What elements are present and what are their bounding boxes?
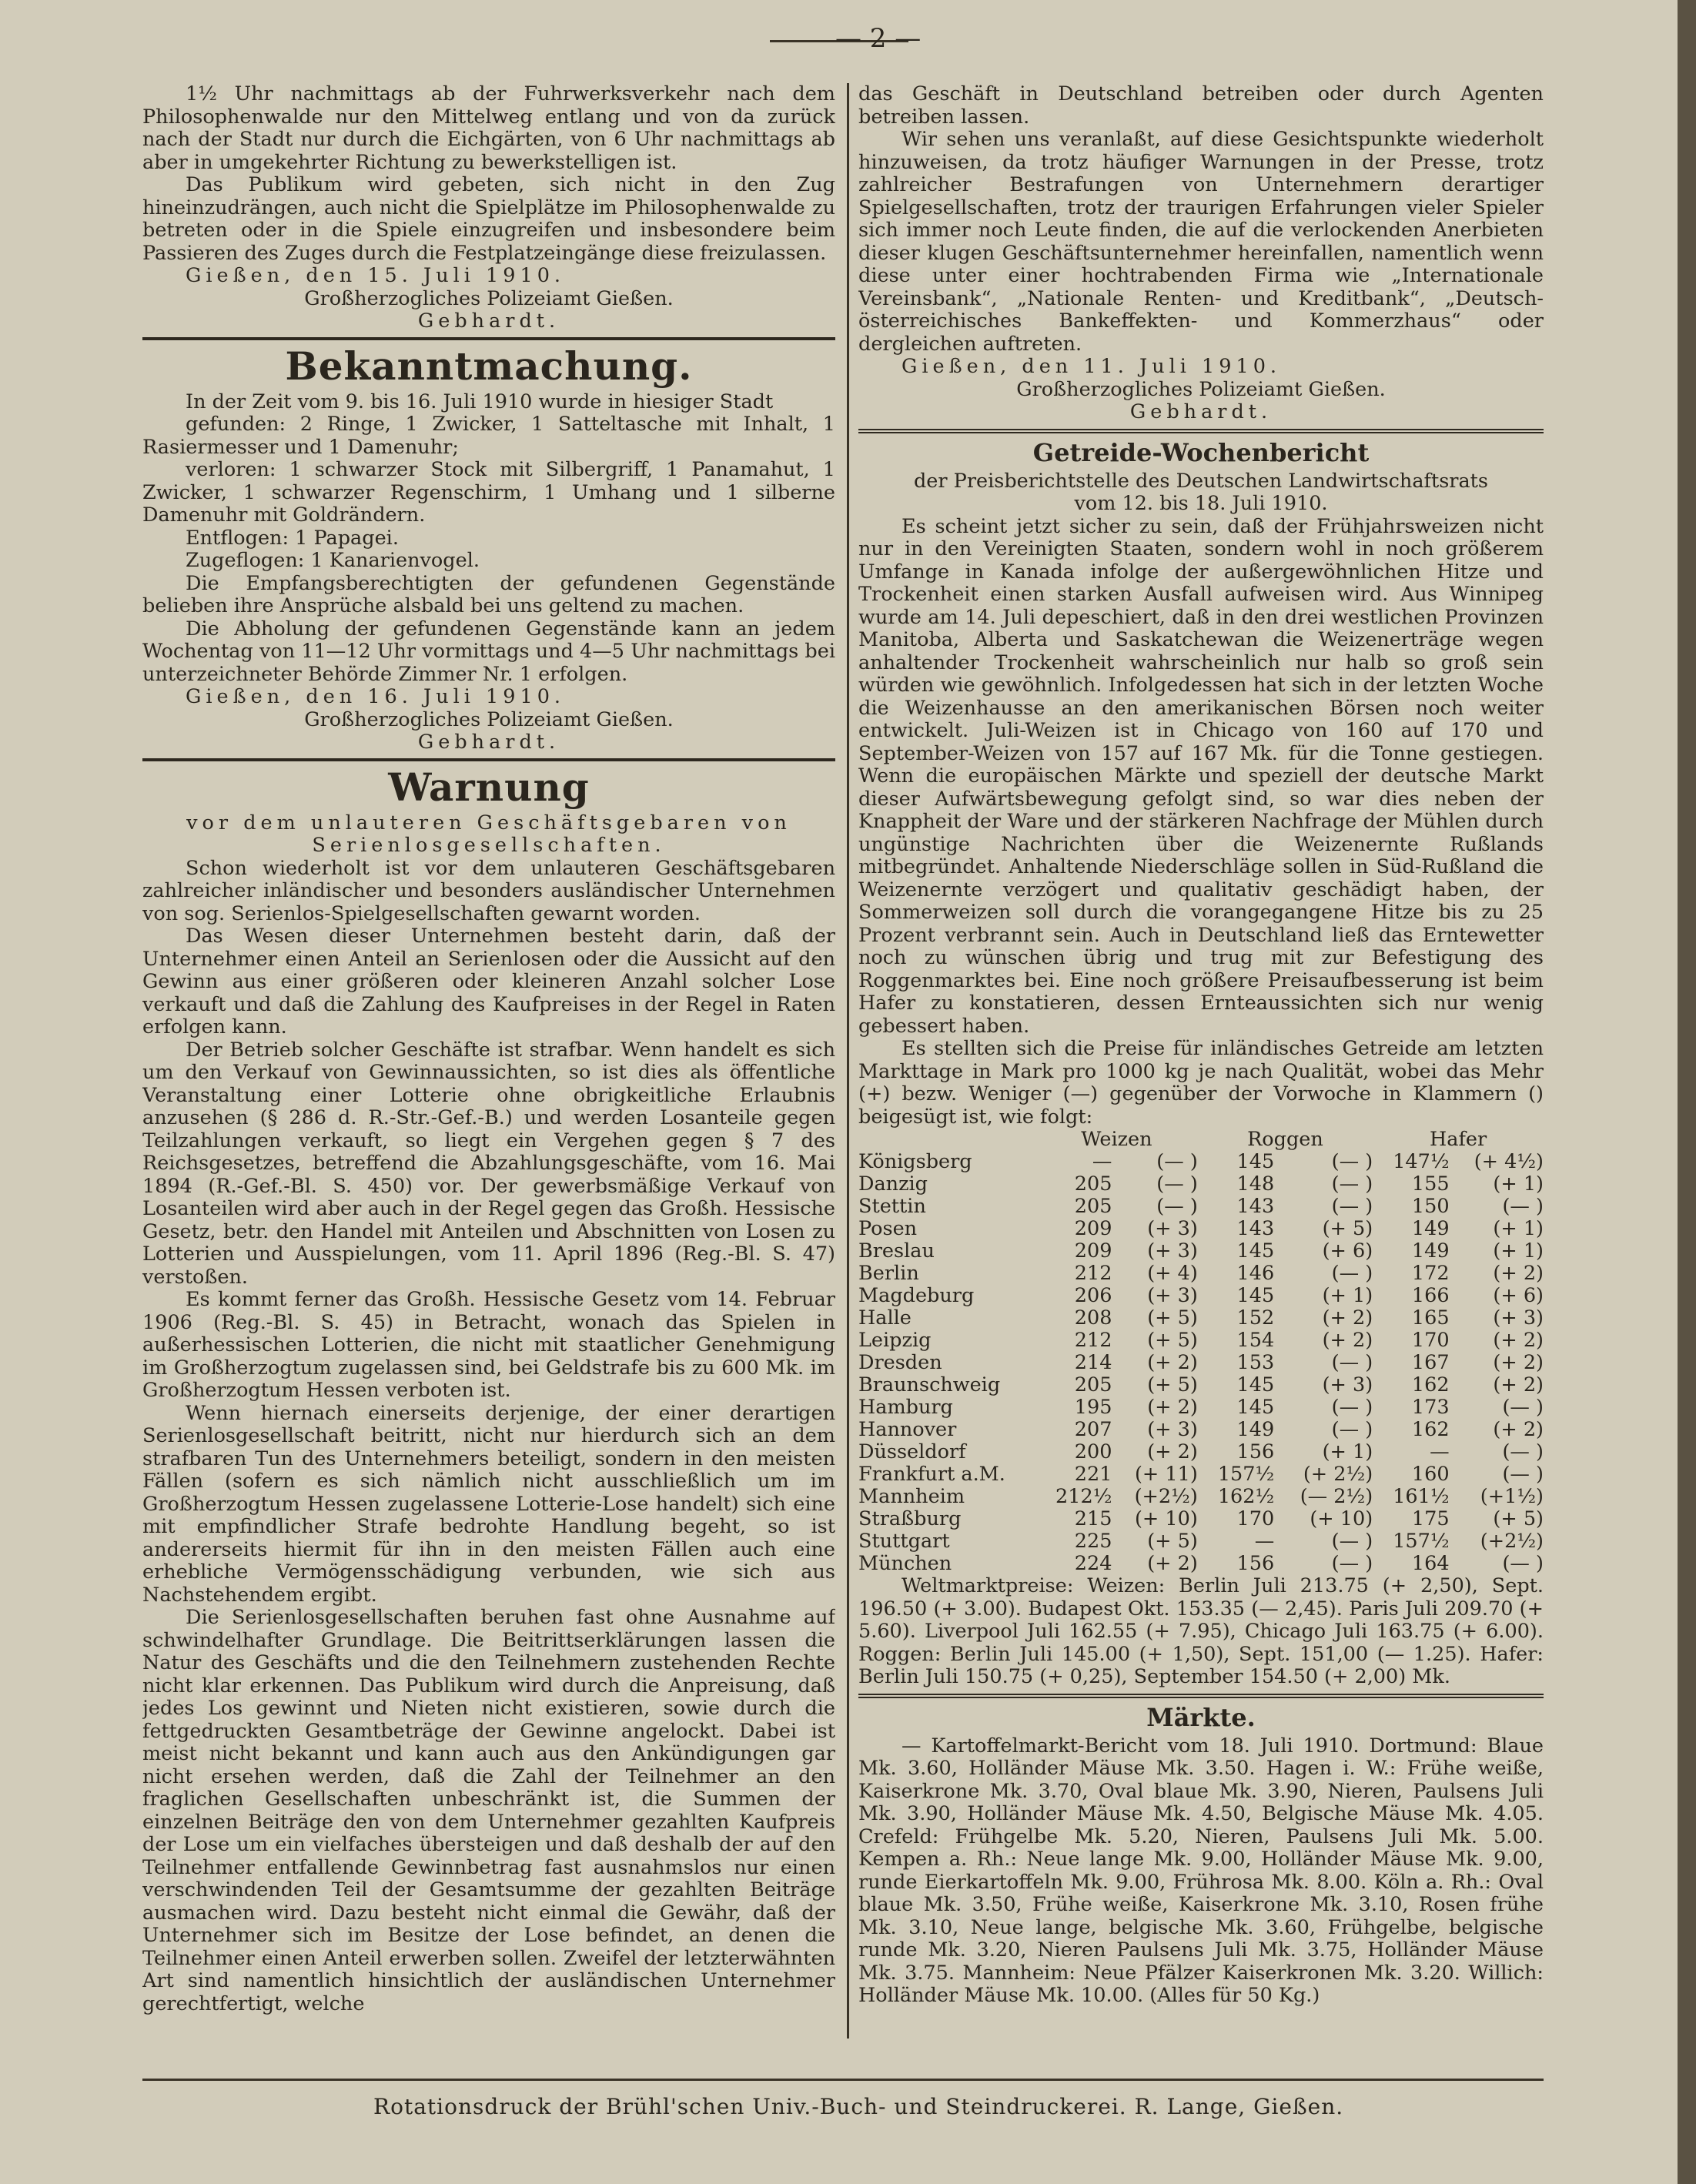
cell-city: Breslau: [858, 1239, 935, 1263]
cell-roggen: 152: [1236, 1306, 1275, 1329]
cell-weizen-change: (+ 2): [1147, 1351, 1198, 1374]
cell-weizen: 209: [1074, 1217, 1112, 1240]
continuation-paragraph-1: das Geschäft in Deutschland betreiben oder durch Agenten betreiben lassen.: [858, 83, 1544, 129]
cell-hafer: 147½: [1393, 1150, 1450, 1173]
notice-line-1: In der Zeit vom 9. bis 16. Juli 1910 wurde in hiesiger Stadt: [186, 390, 774, 413]
warning-paragraph-4: Es kommt ferner das Großh. Hessische Gesetz vom 14. Februar 1906 (Reg.-Bl. S. 45) in Betracht, wonach das Spielen in außerhessischen Lotterien, die nicht mit staatlicher Genehmigung im Großherzogtum zugelassen sind, bei Geldstrafe bis zu 600 Mk. im Großherzogtum Hessen verboten ist.: [142, 1288, 835, 1402]
cell-roggen: 170: [1236, 1507, 1275, 1530]
cell-hafer-change: (+ 1): [1493, 1217, 1544, 1240]
table-header-roggen: Roggen: [1247, 1128, 1323, 1151]
table-header-row: [858, 1129, 1544, 1151]
footer-rule: [142, 2079, 1544, 2081]
cell-weizen: 205: [1074, 1172, 1112, 1196]
cell-hafer: 157½: [1393, 1530, 1450, 1553]
table-row: [858, 1553, 1544, 1575]
cell-roggen-change: (+ 1): [1322, 1284, 1373, 1307]
cell-hafer: 155: [1411, 1172, 1450, 1196]
warning-subtitle: vor dem unlauteren Geschäftsgebaren von Serienlosgesellschaften.: [186, 811, 791, 857]
cell-hafer-change: (+ 2): [1493, 1329, 1544, 1352]
cell-weizen: 214: [1074, 1351, 1112, 1374]
grain-report-subtitle-2: vom 12. bis 18. Juli 1910.: [1074, 492, 1328, 515]
cell-weizen-change: (+ 2): [1147, 1396, 1198, 1419]
notice-line-7: Die Abholung der gefundenen Gegenstände kann an jedem Wochentag von 11—12 Uhr vormittags und 4—5 Uhr nachmittags bei unterzeichneter Behörde Zimmer Nr. 1 erfolgen.: [142, 617, 835, 686]
column-divider: [847, 83, 849, 2039]
warning-paragraph-5: Wenn hiernach einerseits derjenige, der einer derartigen Serienlosgesellschaft beitritt, nicht nur hierdurch sich an dem strafbaren Tun des Unternehmers beteiligt, sondern in den meisten Fällen (sofern es sich nämlich nicht ausschließlich um im Großherzogtum Hessen zugelassene Lotterie-Lose handelt) sich eine mit empfindlicher Strafe bedrohte Handlung begeht, so ist andererseits hiermit für ihn in den meisten Fällen auch eine erhebliche Vermögensschädigung verbunden, wie sich aus Nachstehendem ergibt.: [142, 1401, 835, 1607]
cell-roggen-change: (+ 6): [1322, 1239, 1373, 1263]
cell-weizen-change: (— ): [1156, 1172, 1198, 1196]
cell-hafer: 150: [1411, 1195, 1450, 1218]
cell-hafer-change: (+ 1): [1493, 1172, 1544, 1196]
cell-weizen-change: (+ 2): [1147, 1440, 1198, 1463]
cell-weizen: 209: [1074, 1239, 1112, 1263]
table-row: [858, 1396, 1544, 1419]
cell-hafer-change: (— ): [1502, 1552, 1544, 1575]
cell-weizen: 205: [1074, 1195, 1112, 1218]
grain-price-table: [858, 1129, 1544, 1575]
cell-roggen: 143: [1236, 1195, 1275, 1218]
cell-hafer-change: (+ 2): [1493, 1262, 1544, 1285]
cell-hafer-change: (+ 3): [1493, 1306, 1544, 1329]
cell-roggen-change: (— ): [1331, 1262, 1373, 1285]
cell-roggen: 156: [1236, 1552, 1275, 1575]
table-header-city: [858, 1129, 1035, 1151]
table-row: [858, 1486, 1544, 1508]
cell-weizen-change: (+ 3): [1147, 1217, 1198, 1240]
table-row: [858, 1151, 1544, 1173]
cell-roggen: 156: [1236, 1440, 1275, 1463]
cell-roggen-change: (+ 3): [1322, 1373, 1373, 1396]
printer-imprint: Rotationsdruck der Brühl'schen Univ.-Buch- und Steindruckerei. R. Lange, Gießen.: [373, 2094, 1344, 2119]
cell-hafer-change: (+ 2): [1493, 1351, 1544, 1374]
cell-hafer: 149: [1411, 1239, 1450, 1263]
cell-roggen-change: (+ 5): [1322, 1217, 1373, 1240]
cell-city: Halle: [858, 1306, 912, 1329]
page-number: — 2 —: [835, 23, 922, 54]
cell-city: Königsberg: [858, 1150, 972, 1173]
cell-hafer-change: (— ): [1502, 1396, 1544, 1419]
warning-paragraph-6: Die Serienlosgesellschaften beruhen fast ohne Ausnahme auf schwindelhafter Grundlage. Die Beitrittserklärungen lassen die Natur des Geschäfts und die den Teilnehmern zustehenden Rechte nicht klar erkennen. Das Publikum wird durch die Anpreisung, daß jedes Los gewinnt und Nieten nicht existieren, sowie durch die fettgedruckten Gesamtbeträge der Gewinne angelockt. Dabei ist meist nicht bekannt und kann auch aus den Ankündigungen gar nicht ersehen werden, daß die Zahl der Teilnehmer an den fraglichen Gesellschaften unbeschränkt ist, die Summen der einzelnen Beiträge den von dem Unternehmer gezahlten Kaufpreis der Lose um ein vielfaches übersteigen und daß deshalb der auf den Teilnehmer entfallende Gewinnbetrag fast ausnahmslos nur einen verschwindenden Teil der Gesamtsumme der gezahlten Beiträge ausmachen wird. Dazu besteht nicht einmal die Gewähr, daß der Unternehmer sich im Besitze der Lose befindet, an denen die Teilnehmer einen Anteil erwerben sollen. Zweifel der letzterwähnten Art sind namentlich hinsichtlich der ausländischen Unternehmer gerechtfertigt, welche: [142, 1606, 835, 2015]
cell-hafer: 172: [1411, 1262, 1450, 1285]
cell-roggen: 148: [1236, 1172, 1275, 1196]
table-row: [858, 1263, 1544, 1285]
right-column: [858, 83, 1544, 2039]
table-row: [858, 1463, 1544, 1486]
cell-weizen: 212: [1074, 1262, 1112, 1285]
cell-roggen: 143: [1236, 1217, 1275, 1240]
notice-line-5: Zugeflogen: 1 Kanarienvogel.: [186, 549, 480, 572]
cell-roggen: 145: [1236, 1373, 1275, 1396]
cell-city: Düsseldorf: [858, 1440, 966, 1463]
grain-paragraph-2: Es stellten sich die Preise für inländisches Getreide am letzten Markttage in Mark pro 1000 kg je nach Qualität, wobei das Mehr (+) bezw. Weniger (—) gegenüber der Vorwoche in Klammern () beigesügt ist, wie folgt:: [858, 1037, 1544, 1129]
cell-roggen: 149: [1236, 1418, 1275, 1441]
cell-weizen: 206: [1074, 1284, 1112, 1307]
cell-city: Berlin: [858, 1262, 919, 1285]
cell-hafer-change: (+ 2): [1493, 1418, 1544, 1441]
section-rule: [142, 758, 835, 761]
cell-roggen-change: (— ): [1331, 1530, 1373, 1553]
cell-roggen-change: (+ 2½): [1303, 1463, 1373, 1486]
cell-roggen-change: (— ): [1331, 1195, 1373, 1218]
cell-roggen-change: (+ 2): [1322, 1329, 1373, 1352]
cell-hafer: 167: [1411, 1351, 1450, 1374]
grain-report-title: Getreide-Wochenbericht: [1032, 437, 1370, 467]
cell-hafer: 166: [1411, 1284, 1450, 1307]
world-market-prices: Weltmarktpreise: Weizen: Berlin Juli 213.75 (+ 2,50), Sept. 196.50 (+ 3.00). Budapest Okt. 153.35 (— 2,45). Paris Juli 209.70 (+ 5.60). Liverpool Juli 162.55 (+ 7.95), Chicago Juli 163.75 (+ 6.00). Roggen: Berlin Juli 145.00 (+ 1,50), Sept. 151,00 (— 1.25). Hafer: Berlin Juli 150.75 (+ 0,25), September 154.50 (+ 2,00) Mk.: [858, 1574, 1544, 1688]
cell-hafer: 160: [1411, 1463, 1450, 1486]
cell-weizen: 221: [1074, 1463, 1112, 1486]
cell-weizen: 200: [1074, 1440, 1112, 1463]
section-rule: [858, 429, 1544, 433]
table-row: [858, 1374, 1544, 1396]
cell-hafer: 164: [1411, 1552, 1450, 1575]
cell-hafer-change: (— ): [1502, 1195, 1544, 1218]
cell-hafer: 162: [1411, 1373, 1450, 1396]
notice-date: Gießen, den 16. Juli 1910.: [186, 685, 566, 708]
notice-line-2: gefunden: 2 Ringe, 1 Zwicker, 1 Satteltasche mit Inhalt, 1 Rasiermesser und 1 Damenuhr;: [142, 413, 835, 459]
cell-city: Straßburg: [858, 1507, 962, 1530]
cell-city: Danzig: [858, 1172, 928, 1196]
cell-hafer-change: (+ 1): [1493, 1239, 1544, 1263]
cell-weizen: 205: [1074, 1373, 1112, 1396]
cell-hafer-change: (+ 5): [1493, 1507, 1544, 1530]
cell-roggen-change: (— ): [1331, 1396, 1373, 1419]
scan-edge: [1678, 0, 1696, 2184]
intro-signature: Gebhardt.: [417, 309, 560, 333]
cell-weizen-change: (+ 5): [1147, 1329, 1198, 1352]
cell-hafer-change: (— ): [1502, 1463, 1544, 1486]
notice-line-6: Die Empfangsberechtigten der gefundenen Gegenstände belieben ihre Ansprüche alsbald bei uns geltend zu machen.: [142, 571, 835, 617]
section-rule: [858, 1694, 1544, 1698]
continuation-signature: Gebhardt.: [1129, 400, 1273, 423]
cell-roggen: 145: [1236, 1150, 1275, 1173]
cell-hafer: 162: [1411, 1418, 1450, 1441]
cell-weizen-change: (+ 3): [1147, 1418, 1198, 1441]
cell-weizen: 212½: [1055, 1485, 1112, 1508]
notice-authority: Großherzogliches Polizeiamt Gießen.: [304, 707, 674, 731]
table-row: [858, 1530, 1544, 1553]
warning-paragraph-1: Schon wiederholt ist vor dem unlauteren Geschäftsgebaren zahlreicher inländischer und besonders ausländischer Unternehmen von sog. Serienlos-Spielgesellschaften gewarnt worden.: [142, 856, 835, 925]
cell-weizen: 224: [1074, 1552, 1112, 1575]
table-row: [858, 1352, 1544, 1374]
intro-paragraph-2: Das Publikum wird gebeten, sich nicht in den Zug hineinzudrängen, auch nicht die Spielplätze im Philosophenwalde zu betreten oder in die Spiele einzugreifen und insbesondere beim Passieren des Zuges durch die Festplatzeingänge diese freizulassen.: [142, 173, 835, 265]
notice-title: Bekanntmachung.: [285, 343, 693, 389]
cell-city: Mannheim: [858, 1485, 965, 1508]
cell-hafer: 170: [1411, 1329, 1450, 1352]
table-row: [858, 1419, 1544, 1441]
cell-roggen-change: (— 2½): [1300, 1485, 1373, 1508]
cell-city: Hannover: [858, 1418, 957, 1441]
cell-weizen-change: (+ 4): [1147, 1262, 1198, 1285]
table-row: [858, 1173, 1544, 1196]
cell-weizen-change: (+ 2): [1147, 1552, 1198, 1575]
cell-roggen-change: (— ): [1331, 1418, 1373, 1441]
cell-roggen: —: [1254, 1530, 1275, 1553]
grain-report-subtitle-1: der Preisberichtstelle des Deutschen Landwirtschaftsrats: [913, 469, 1489, 493]
cell-weizen: 212: [1074, 1329, 1112, 1352]
grain-paragraph-1: Es scheint jetzt sicher zu sein, daß der Frühjahrsweizen nicht nur in den Vereinigten Staaten, sondern wohl in noch größerem Umfange in Kanada infolge der außergewöhnlichen Hitze und Trockenheit einen starken Ausfall aufweisen wird. Aus Winnipeg wurde am 14. Juli depeschiert, daß in den drei westlichen Provinzen Manitoba, Alberta und Saskatchewan die Weizenerträge wegen anhaltender Trockenheit wahrscheinlich nur halb so groß sein würden wie gewöhnlich. Infolgedessen hat sich in der letzten Woche die Weizenhausse an den amerikanischen Börsen noch weiter entwickelt. Juli-Weizen ist in Chicago von 160 auf 170 und September-Weizen von 157 auf 167 Mk. für die Tonne gestiegen. Wenn die europäischen Märkte und speziell der deutsche Markt dieser Aufwärtsbewegung gefolgt sind, so war dies neben der Knappheit der Ware und der stärkeren Nachfrage der Mühlen durch ungünstige Nachrichten über die Weizenernte Rußlands mitbegründet. Anhaltende Niederschläge sollen in Süd-Rußland die Weizenernte verzögert und qualitativ geschädigt haben, der Sommerweizen soll durch die vorangegangene Hitze bis zu 25 Prozent verbrannt sein. Auch in Deutschland ließ das Erntewetter noch zu wünschen übrig und trug mit zur Befestigung des Roggenmarktes bei. Eine noch größere Preisaufbesserung ist beim Hafer zu konstatieren, dessen Ernteaussichten sich nur wenig gebessert haben.: [858, 514, 1544, 1038]
table-row: [858, 1508, 1544, 1530]
cell-weizen: —: [1092, 1150, 1112, 1173]
cell-hafer-change: (+2½): [1480, 1530, 1544, 1553]
continuation-authority: Großherzogliches Polizeiamt Gießen.: [1016, 377, 1386, 401]
notice-line-4: Entflogen: 1 Papagei.: [186, 526, 399, 550]
cell-hafer: —: [1430, 1440, 1450, 1463]
cell-weizen-change: (+ 5): [1147, 1530, 1198, 1553]
cell-weizen-change: (+ 5): [1147, 1373, 1198, 1396]
cell-city: Stettin: [858, 1195, 926, 1218]
cell-hafer: 149: [1411, 1217, 1450, 1240]
table-header-hafer: Hafer: [1430, 1128, 1487, 1151]
warning-paragraph-3: Der Betrieb solcher Geschäfte ist strafbar. Wenn handelt es sich um den Verkauf von Gewinnaussichten, so ist dies als öffentliche Veranstaltung einer Lotterie ohne obrigkeitliche Erlaubnis anzusehen (§ 286 d. R.-Str.-Gef.-B.) und werden Losanteile gegen Teilzahlungen verkauft, so liegt ein Vergehen gegen § 7 des Reichsgesetzes, betreffend die Abzahlungsgeschäfte, vom 16. Mai 1894 (R.-Gef.-Bl. S. 450) vor. Der gewerbsmäßige Verkauf von Losanteilen wird aber auch in der Regel gegen das Großh. Hessische Gesetz, betr. den Handel mit Anteilen und Abschnitten von Losen zu Lotterien und Ausspielungen, vom 11. April 1896 (Reg.-Bl. S. 47) verstoßen.: [142, 1038, 835, 1289]
cell-hafer-change: (+ 6): [1493, 1284, 1544, 1307]
table-row: [858, 1196, 1544, 1218]
table-body: [858, 1151, 1544, 1575]
cell-weizen-change: (— ): [1156, 1195, 1198, 1218]
cell-city: Braunschweig: [858, 1373, 1001, 1396]
cell-weizen: 207: [1074, 1418, 1112, 1441]
table-row: [858, 1307, 1544, 1329]
cell-roggen-change: (+ 10): [1310, 1507, 1373, 1530]
cell-weizen-change: (+ 5): [1147, 1306, 1198, 1329]
cell-roggen-change: (— ): [1331, 1351, 1373, 1374]
notice-line-3: verloren: 1 schwarzer Stock mit Silbergriff, 1 Panamahut, 1 Zwicker, 1 schwarzer Regenschirm, 1 Umhang und 1 silberne Damenuhr mit Goldrändern.: [142, 458, 835, 527]
cell-weizen-change: (+ 11): [1134, 1463, 1198, 1486]
cell-city: Leipzig: [858, 1329, 932, 1352]
warning-paragraph-2: Das Wesen dieser Unternehmen besteht darin, daß der Unternehmer einen Anteil an Serienlosen oder die Aussicht auf den Gewinn aus einer größeren oder kleineren Anzahl solcher Lose verkauft und daß die Zahlung des Kaufpreises in der Regel in Raten erfolgen kann.: [142, 925, 835, 1038]
cell-hafer-change: (+ 4½): [1474, 1150, 1544, 1173]
cell-roggen: 145: [1236, 1239, 1275, 1263]
cell-roggen-change: (— ): [1331, 1172, 1373, 1196]
cell-hafer: 173: [1411, 1396, 1450, 1419]
cell-weizen: 208: [1074, 1306, 1112, 1329]
notice-signature: Gebhardt.: [417, 731, 560, 754]
cell-hafer-change: (— ): [1502, 1440, 1544, 1463]
cell-city: Hamburg: [858, 1396, 953, 1419]
cell-hafer-change: (+ 2): [1493, 1373, 1544, 1396]
cell-roggen: 145: [1236, 1396, 1275, 1419]
cell-hafer: 175: [1411, 1507, 1450, 1530]
table-row: [858, 1441, 1544, 1463]
cell-roggen: 146: [1236, 1262, 1275, 1285]
cell-roggen-change: (— ): [1331, 1150, 1373, 1173]
cell-hafer: 165: [1411, 1306, 1450, 1329]
cell-weizen: 215: [1074, 1507, 1112, 1530]
cell-roggen-change: (+ 2): [1322, 1306, 1373, 1329]
continuation-paragraph-2: Wir sehen uns veranlaßt, auf diese Gesichtspunkte wiederholt hinzuweisen, da trotz häufiger Warnungen in der Presse, trotz zahlreicher Bestrafungen von Unternehmern derartiger Spielgesellschaften, trotz der traurigen Erfahrungen vieler Spieler sich immer noch Leute finden, die auf die verlockenden Anerbieten dieser klugen Geschäftsunternehmer hereinfallen, namentlich wenn diese unter einer hochtrabenden Firma wie „Internationale Vereinsbank“, „Nationale Renten- und Kreditbank“, „Deutsch-österreichisches Bankeffekten- und Kommerzhaus“ oder dergleichen auftreten.: [858, 128, 1544, 356]
potato-market-report: — Kartoffelmarkt-Bericht vom 18. Juli 1910. Dortmund: Blaue Mk. 3.60, Holländer Mäuse Mk. 3.50. Hagen i. W.: Frühe weiße, Kaiserkrone Mk. 3.70, Oval blaue Mk. 3.90, Nieren, Paulsens Juli Mk. 3.90, Holländer Mäuse Mk. 4.50, Belgische Mäuse Mk. 4.05. Crefeld: Frühgelbe Mk. 5.20, Nieren, Paulsens Juli Mk. 5.00. Kempen a. Rh.: Neue lange Mk. 9.00, Holländer Mäuse Mk. 9.00, runde Eierkartoffeln Mk. 9.00, Frührosa Mk. 8.00. Köln a. Rh.: Oval blaue Mk. 3.50, Frühe weiße, Kaiserkrone Mk. 3.10, Rosen frühe Mk. 3.10, Neue lange, belgische Mk. 3.60, Frühgelbe, belgische runde Mk. 3.20, Nieren Paulsens Juli Mk. 3.75, Holländer Mäuse Mk. 3.75. Mannheim: Neue Pfälzer Kaiserkronen Mk. 3.20. Willich: Holländer Mäuse Mk. 10.00. (Alles für 50 Kg.): [858, 1734, 1544, 2007]
cell-roggen: 154: [1236, 1329, 1275, 1352]
section-rule: [142, 337, 835, 340]
markets-title: Märkte.: [1146, 1702, 1256, 1732]
cell-weizen: 225: [1074, 1530, 1112, 1553]
cell-city: Frankfurt a.M.: [858, 1463, 1005, 1486]
warning-title: Warnung: [388, 764, 590, 810]
cell-roggen: 145: [1236, 1284, 1275, 1307]
cell-city: Posen: [858, 1217, 918, 1240]
cell-weizen-change: (+ 3): [1147, 1239, 1198, 1263]
table-row: [858, 1285, 1544, 1307]
table-row: [858, 1240, 1544, 1263]
cell-roggen: 153: [1236, 1351, 1275, 1374]
cell-roggen: 157½: [1217, 1463, 1275, 1486]
cell-city: München: [858, 1552, 952, 1575]
cell-city: Stuttgart: [858, 1530, 950, 1553]
cell-weizen-change: (+2½): [1134, 1485, 1198, 1508]
cell-weizen-change: (+ 10): [1134, 1507, 1198, 1530]
cell-city: Magdeburg: [858, 1284, 975, 1307]
cell-roggen-change: (— ): [1331, 1552, 1373, 1575]
left-column: [142, 83, 835, 2039]
cell-roggen: 162½: [1217, 1485, 1275, 1508]
intro-date: Gießen, den 15. Juli 1910.: [186, 264, 566, 287]
cell-weizen-change: (+ 3): [1147, 1284, 1198, 1307]
cell-hafer-change: (+1½): [1480, 1485, 1544, 1508]
cell-roggen-change: (+ 1): [1322, 1440, 1373, 1463]
table-row: [858, 1218, 1544, 1240]
cell-city: Dresden: [858, 1351, 942, 1374]
table-row: [858, 1329, 1544, 1352]
cell-weizen: 195: [1074, 1396, 1112, 1419]
cell-weizen-change: (— ): [1156, 1150, 1198, 1173]
continuation-date: Gießen, den 11. Juli 1910.: [902, 355, 1282, 378]
table-header-weizen: Weizen: [1081, 1128, 1152, 1151]
cell-hafer: 161½: [1393, 1485, 1450, 1508]
intro-authority: Großherzogliches Polizeiamt Gießen.: [304, 286, 674, 310]
intro-paragraph-1: 1½ Uhr nachmittags ab der Fuhrwerksverkehr nach dem Philosophenwalde nur den Mittelweg entlang und von da zurück nach der Stadt nur durch die Eichgärten, von 6 Uhr nachmittags ab aber in umgekehrter Richtung zu bewerkstelligen ist.: [142, 83, 835, 174]
